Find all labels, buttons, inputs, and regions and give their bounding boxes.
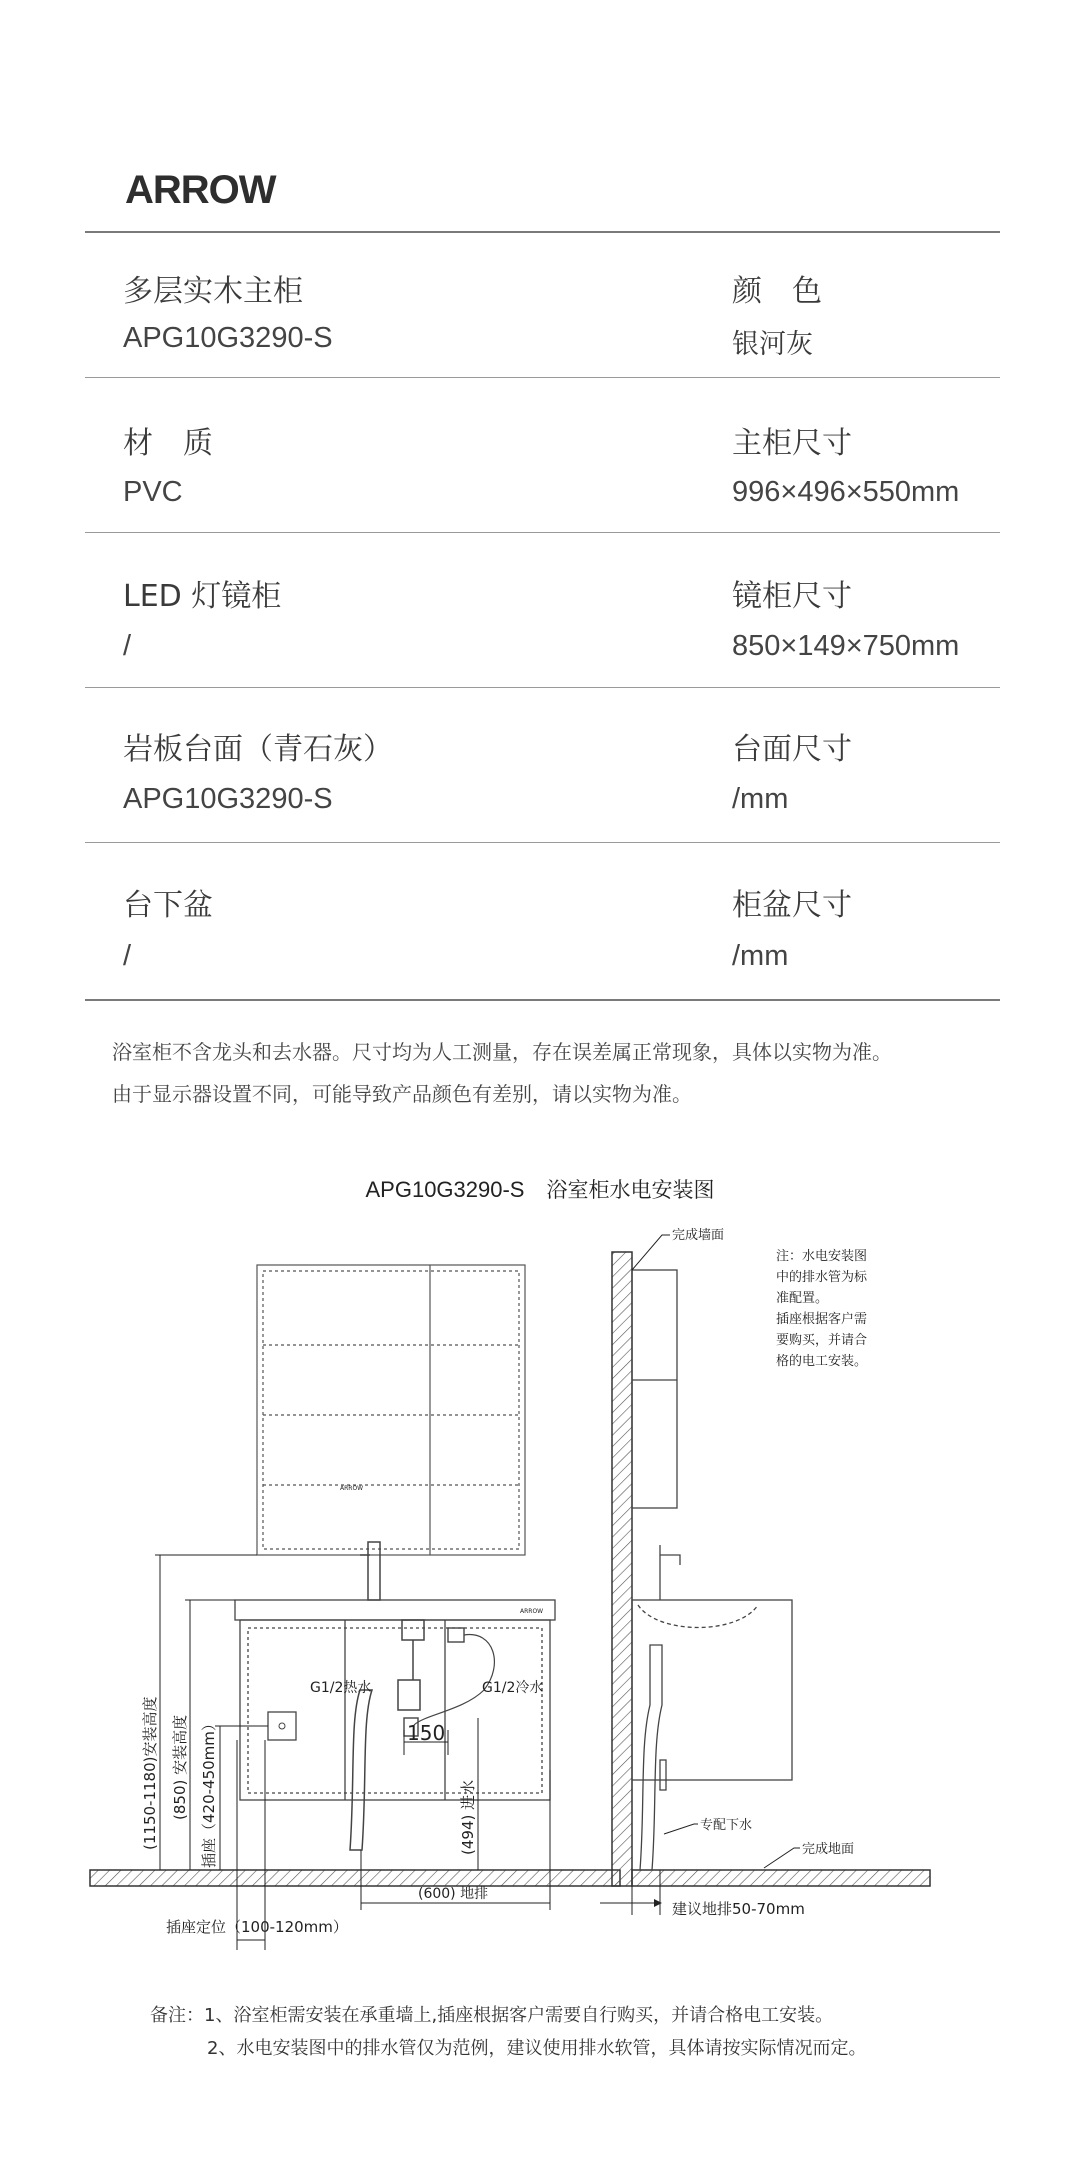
- spec-value: 银河灰: [732, 329, 813, 360]
- label-inlet-height: (494) 进水: [459, 1779, 477, 1855]
- mirror-logo: ARROW: [340, 1485, 364, 1492]
- spec-label: 主柜尺寸: [732, 426, 852, 461]
- svg-text:注：水电安装图: 注：水电安装图: [776, 1249, 868, 1264]
- svg-text:要购买，并请合: 要购买，并请合: [776, 1333, 868, 1348]
- label-install-height: (850) 安装高度: [171, 1714, 189, 1820]
- mirror-cabinet: [257, 1265, 525, 1555]
- svg-text:准配置。: 准配置。: [776, 1291, 829, 1306]
- faucet: [360, 1542, 380, 1600]
- brand-logo: ARROW: [125, 168, 276, 212]
- label-socket-position: 插座定位（100-120mm）: [166, 1918, 348, 1936]
- disclaimer-line: 由于显示器设置不同，可能导致产品颜色有差别，请以实物为准。: [112, 1082, 692, 1106]
- wall-section: [612, 1252, 632, 1886]
- spec-value: /mm: [732, 940, 789, 972]
- spec-label: 台面尺寸: [732, 732, 852, 767]
- label-socket-height: 插座（420-450mm）: [200, 1716, 218, 1868]
- diagram-title: [0, 1174, 1080, 1204]
- spec-value: PVC: [123, 476, 183, 508]
- spec-label: 台下盆: [123, 888, 213, 923]
- socket-outlet: [268, 1712, 296, 1740]
- diagram-model: APG10G3290-S: [365, 1177, 525, 1202]
- label-install-height-range: (1150-1180)安装高度: [141, 1696, 159, 1850]
- side-view: [632, 1270, 792, 1870]
- spec-label: 镜柜尺寸: [732, 579, 852, 614]
- svg-text:中的排水管为标: 中的排水管为标: [776, 1270, 868, 1285]
- spec-label: 材 质: [123, 426, 213, 461]
- spec-label: 颜 色: [732, 274, 822, 309]
- spec-label: LED 灯镜柜: [123, 579, 282, 614]
- remark-line: 2、水电安装图中的排水管仅为范例，建议使用排水软管，具体请按实际情况而定。: [207, 2038, 867, 2059]
- label-hot-water: G1/2热水: [310, 1680, 372, 1696]
- spec-label: 多层实木主柜: [123, 274, 303, 309]
- spec-value: /: [123, 940, 132, 972]
- label-suggest-drain: 建议地排50-70mm: [672, 1900, 805, 1918]
- label-finished-wall: 完成墙面: [672, 1228, 725, 1243]
- leader-drain: [664, 1824, 698, 1834]
- label-finished-floor: 完成地面: [802, 1842, 855, 1857]
- svg-text:格的电工安装。: 格的电工安装。: [776, 1354, 868, 1369]
- installation-drawing: [0, 1210, 1080, 1970]
- divider: [85, 999, 1000, 1001]
- spec-label: 柜盆尺寸: [732, 888, 852, 923]
- disclaimer-line: 浴室柜不含龙头和去水器。尺寸均为人工测量，存在误差属正常现象，具体以实物为准。: [112, 1040, 892, 1064]
- label-cold-water: G1/2冷水: [482, 1680, 544, 1696]
- spec-value: /mm: [732, 783, 789, 815]
- spec-label: 岩板台面（青石灰）: [123, 732, 393, 767]
- leader-floor: [764, 1848, 800, 1868]
- label-spacing: 150: [407, 1721, 446, 1745]
- divider: [85, 231, 1000, 233]
- diagram-title-text: 浴室柜水电安装图: [546, 1178, 715, 1202]
- spec-value: APG10G3290-S: [123, 783, 333, 815]
- divider: [85, 532, 1000, 533]
- spec-value: /: [123, 630, 132, 662]
- label-floor-drain: (600) 地排: [418, 1886, 489, 1902]
- remark-line: 备注：1、浴室柜需安装在承重墙上,插座根据客户需要自行购买，并请合格电工安装。: [150, 2005, 834, 2026]
- divider: [85, 687, 1000, 688]
- spec-value: 996×496×550mm: [732, 476, 960, 508]
- spec-value: 850×149×750mm: [732, 630, 960, 662]
- vanity-cabinet: [235, 1600, 555, 1800]
- floor-hatch: [90, 1870, 620, 1886]
- side-note: [776, 1248, 868, 1369]
- floor-hatch: [632, 1870, 930, 1886]
- label-drain-down: 专配下水: [700, 1818, 753, 1833]
- vanity-logo: ARROW: [520, 1608, 544, 1615]
- socket-hole: [279, 1723, 285, 1729]
- divider: [85, 842, 1000, 843]
- svg-text:插座根据客户需: 插座根据客户需: [776, 1312, 868, 1327]
- spec-value: APG10G3290-S: [123, 322, 333, 354]
- leader-wall: [632, 1235, 670, 1270]
- divider: [85, 377, 1000, 378]
- water-valves: [404, 1628, 494, 1736]
